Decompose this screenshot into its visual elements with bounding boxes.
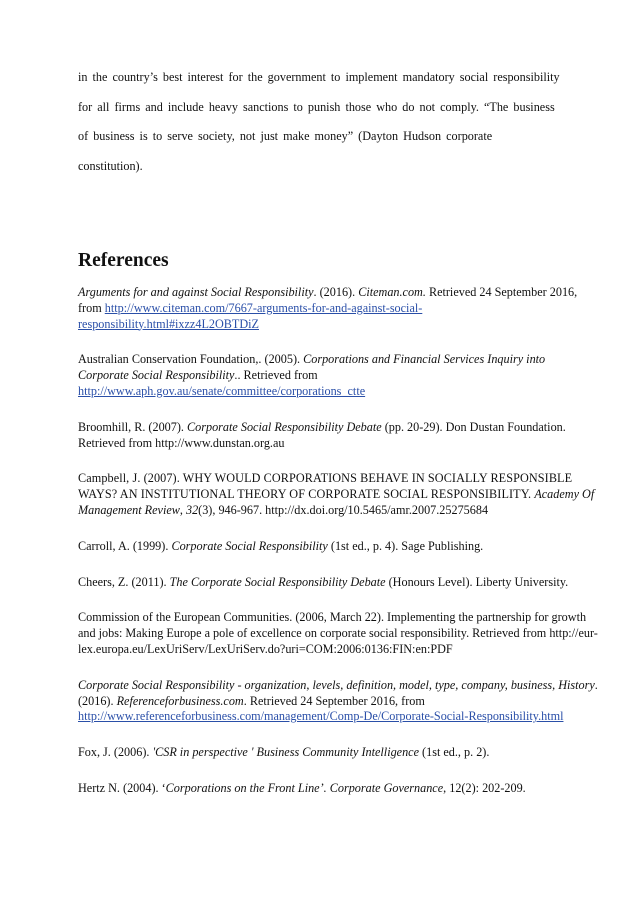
reference-title: Corporations on the Front Line’. Corporate Governance xyxy=(165,780,444,795)
reference-author: Fox, J. (2006). xyxy=(78,745,153,760)
references-heading: References xyxy=(78,250,169,271)
reference-item xyxy=(78,285,598,332)
reference-retrieved: . Retrieved 24 September 2016, from xyxy=(243,693,425,708)
reference-retrieved: Retrieved 24 September 2016, from xyxy=(78,285,578,315)
reference-retrieved: .. Retrieved from xyxy=(234,368,318,383)
reference-journal: Academy Of Management Review xyxy=(78,487,595,517)
reference-title: 'CSR in perspective ' Business Community Intelligence xyxy=(152,745,419,760)
reference-author: Broomhill, R. (2007). xyxy=(78,419,188,434)
reference-item xyxy=(78,575,598,591)
reference-item xyxy=(78,352,598,399)
reference-date: . (2016). xyxy=(78,677,598,708)
reference-author: Carroll, A. (1999). xyxy=(78,538,172,553)
reference-site: Referenceforbusiness.com xyxy=(116,693,244,708)
reference-author: Australian Conservation Foundation,. (2005). xyxy=(78,352,304,367)
reference-link[interactable]: http://www.referenceforbusiness.com/management/Comp-De/Corporate-Social-Responsibility.html xyxy=(78,709,564,724)
reference-details: (3), 946-967. http://dx.doi.org/10.5465/amr.2007.25275684 xyxy=(198,502,489,517)
reference-item xyxy=(78,678,598,725)
reference-item xyxy=(78,610,598,657)
reference-item xyxy=(78,471,598,518)
reference-item xyxy=(78,539,598,555)
reference-title: Corporations and Financial Services Inquiry into Corporate Social Responsibility xyxy=(78,352,546,383)
reference-site: Citeman.com. xyxy=(358,285,426,299)
body-line: of business is to serve society, not just make money” (Dayton Hudson corporate xyxy=(78,129,493,143)
reference-title: Corporate Social Responsibility xyxy=(171,538,328,553)
reference-title: Corporate Social Responsibility Debate xyxy=(187,419,382,434)
reference-item xyxy=(78,781,598,797)
reference-details: (Honours Level). Liberty University. xyxy=(385,574,569,589)
reference-date: . (2016). xyxy=(313,285,359,299)
body-line: for all firms and include heavy sanctions to punish those who do not comply. “The business xyxy=(78,99,555,114)
reference-title: Arguments for and against Social Responsibility xyxy=(78,285,314,299)
reference-author: Campbell, J. (2007). WHY WOULD CORPORATIONS BEHAVE IN SOCIALLY RESPONSIBLE WAYS? AN INSTITUTIONAL THEORY OF CORPORATE SOCIAL RESPONSIBILITY. xyxy=(78,471,573,502)
reference-details: , 12(2): 202-209. xyxy=(443,780,526,795)
reference-details: (1st ed., p. 2). xyxy=(419,745,490,760)
body-paragraph xyxy=(78,70,598,188)
references-list xyxy=(78,285,598,817)
reference-separator: , xyxy=(179,502,186,517)
reference-text: Commission of the European Communities. (2006, March 22). Implementing the partnership for growth and jobs: Making Europe a pole of excellence on corporate social responsibility. Retrieved from http://eur-lex.europa.eu/LexUriServ/LexUriServ.do?uri=COM:2006:0136:FIN:en:PDF xyxy=(78,610,598,656)
reference-details: (pp. 20-29). Don Dustan Foundation. Retrieved from http://www.dunstan.org.au xyxy=(78,419,566,450)
reference-item xyxy=(78,420,598,452)
body-line: in the country’s best interest for the government to implement mandatory social responsibility xyxy=(78,70,560,84)
reference-link[interactable]: http://www.aph.gov.au/senate/committee/corporations_ctte xyxy=(78,383,366,398)
reference-volume: 32 xyxy=(185,502,199,517)
reference-link[interactable]: http://www.citeman.com/7667-arguments-for-and-against-social-responsibility.html#ixzz4L2OBTDiZ xyxy=(78,300,423,331)
reference-title: The Corporate Social Responsibility Debate xyxy=(169,574,386,589)
body-line: constitution). xyxy=(78,158,143,173)
reference-title: Corporate Social Responsibility - organization, levels, definition, model, type, company, business, History xyxy=(78,677,595,692)
reference-author: Cheers, Z. (2011). xyxy=(78,574,170,589)
reference-item xyxy=(78,745,598,761)
reference-details: (1st ed., p. 4). Sage Publishing. xyxy=(327,538,484,553)
reference-author: Hertz N. (2004). ‘ xyxy=(78,780,166,795)
